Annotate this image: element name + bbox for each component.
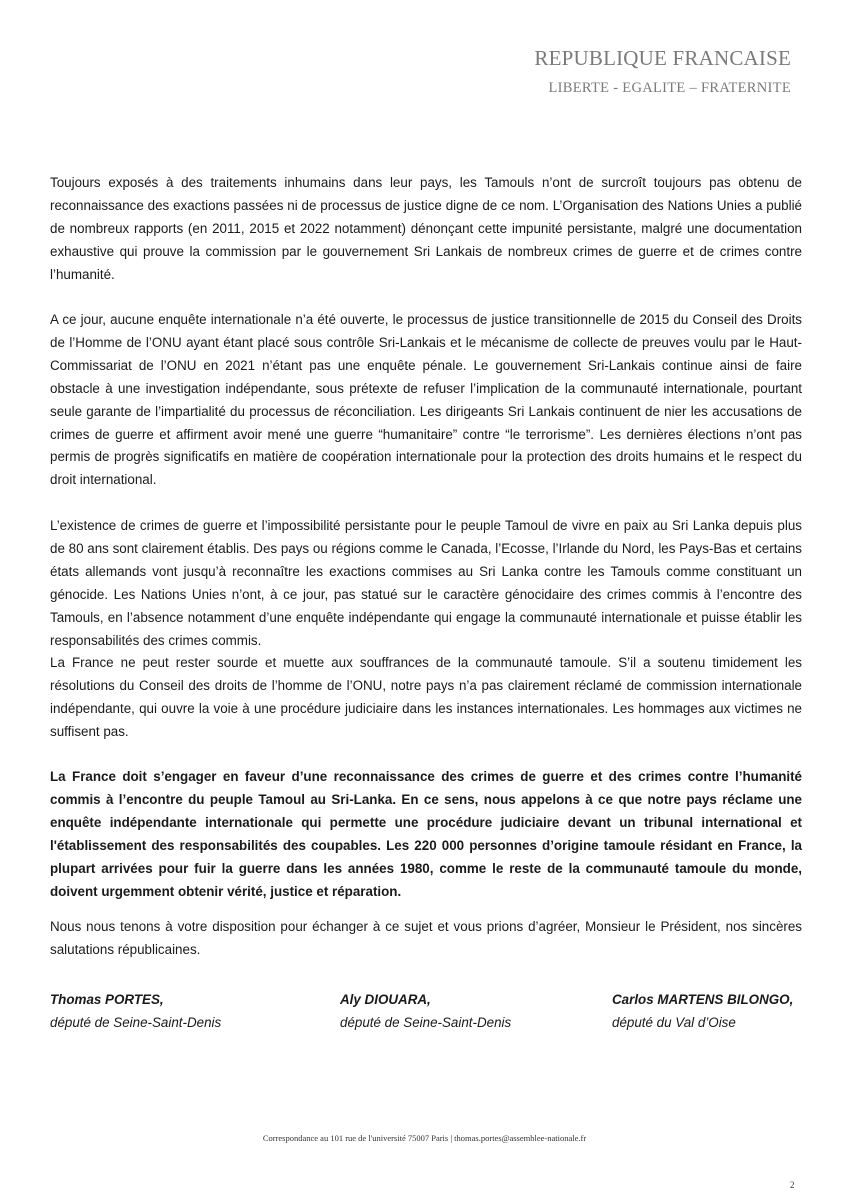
signatory-2 xyxy=(340,988,511,1034)
paragraph-3: L’existence de crimes de guerre et l’impossibilité persistante pour le peuple Tamoul de vivre en paix au Sri Lanka depuis plus de 80 ans sont clairement établis. Des pays ou régions comme le Canada, l’Ecosse, l’Irlande du Nord, les Pays-Bas et certains états allemands vont jusqu’à reconnaître les exactions commises au Sri Lanka contre les Tamouls comme constituant un génocide. Les Nations Unies n’ont, à ce jour, pas statué sur le caractère génocidaire des crimes commis à l’encontre des Tamouls, en l’absence notamment d’une enquête indépendante qui engage la communauté internationale et puisse établir les responsabilités des crimes commis. xyxy=(50,518,802,648)
signatory-1 xyxy=(50,988,221,1034)
signatory-name: Aly DIOUARA, xyxy=(340,992,431,1007)
signatory-name: Thomas PORTES, xyxy=(50,992,164,1007)
paragraph-2: A ce jour, aucune enquête internationale n’a été ouverte, le processus de justice transitionnelle de 2015 du Conseil des Droits de l’Homme de l’ONU ayant étant placé sous contrôle Sri-Lankais et le mécanisme de collecte de preuves voulu par le Haut-Commissariat de l’ONU en 2021 n’étant pas une enquête pénale. Le gouvernement Sri-Lankais continue ainsi de faire obstacle à une investigation indépendante, sous prétexte de refuser l’implication de la communauté internationale, pourtant seule garante de l’impartialité du processus de réconciliation. Les dirigeants Sri Lankais continuent de nier les accusations de crimes de guerre et affirment avoir mené une guerre “humanitaire” contre “le terrorisme”. Les dernières élections n’ont pas permis de progrès significatifs en matière de coopération internationale pour la protection des droits humains et le respect du droit international. xyxy=(50,312,802,488)
signatory-role: député de Seine-Saint-Denis xyxy=(50,1015,222,1030)
signatory-3 xyxy=(612,988,793,1034)
signatory-role: député de Seine-Saint-Denis xyxy=(340,1015,512,1030)
paragraph-6-closing: Nous nous tenons à votre disposition pour échanger à ce sujet et vous prions d’agréer, Monsieur le Président, nos sincères salutations républicaines. xyxy=(50,919,802,957)
paragraph-4: La France ne peut rester sourde et muette aux souffrances de la communauté tamoule. S’il a soutenu timidement les résolutions du Conseil des droits de l’homme de l’ONU, notre pays n’a pas clairement réclamé de commission internationale indépendante, qui ouvre la voie à une procédure judiciaire dans les instances internationales. Les hommages aux victimes ne suffisent pas. xyxy=(50,655,802,739)
paragraph-1: Toujours exposés à des traitements inhumains dans leur pays, les Tamouls n’ont de surcroît toujours pas obtenu de reconnaissance des exactions passées ni de processus de justice digne de ce nom. L’Organisation des Nations Unies a publié de nombreux rapports (en 2011, 2015 et 2022 notamment) dénonçant cette impunité persistante, malgré une documentation exhaustive qui prouve la commission par le gouvernement Sri Lankais de nombreux crimes de guerre et de crimes contre l’humanité. xyxy=(50,175,802,282)
header-title: REPUBLIQUE FRANCAISE xyxy=(534,46,791,70)
paragraph-5-bold: La France doit s’engager en faveur d’une reconnaissance des crimes de guerre et des crimes contre l’humanité commis à l’encontre du peuple Tamoul au Sri-Lanka. En ce sens, nous appelons à ce que notre pays réclame une enquête indépendante internationale qui permette une procédure judiciaire devant un tribunal international et l'établissement des responsabilités des coupables. Les 220 000 personnes d’origine tamoule résidant en France, la plupart arrivées pour fuir la guerre dans les années 1980, comme le reste de la communauté tamoule du monde, doivent urgemment obtenir vérité, justice et réparation. xyxy=(50,769,802,899)
header-motto: LIBERTE - EGALITE – FRATERNITE xyxy=(548,80,791,96)
page-number: 2 xyxy=(790,1180,795,1190)
signatory-name: Carlos MARTENS BILONGO, xyxy=(612,992,794,1007)
footer-address: Correspondance au 101 rue de l'université 75007 Paris | thomas.portes@assemblee-nationale.fr xyxy=(262,1133,587,1143)
signatory-role: député du Val d’Oise xyxy=(612,1015,736,1030)
